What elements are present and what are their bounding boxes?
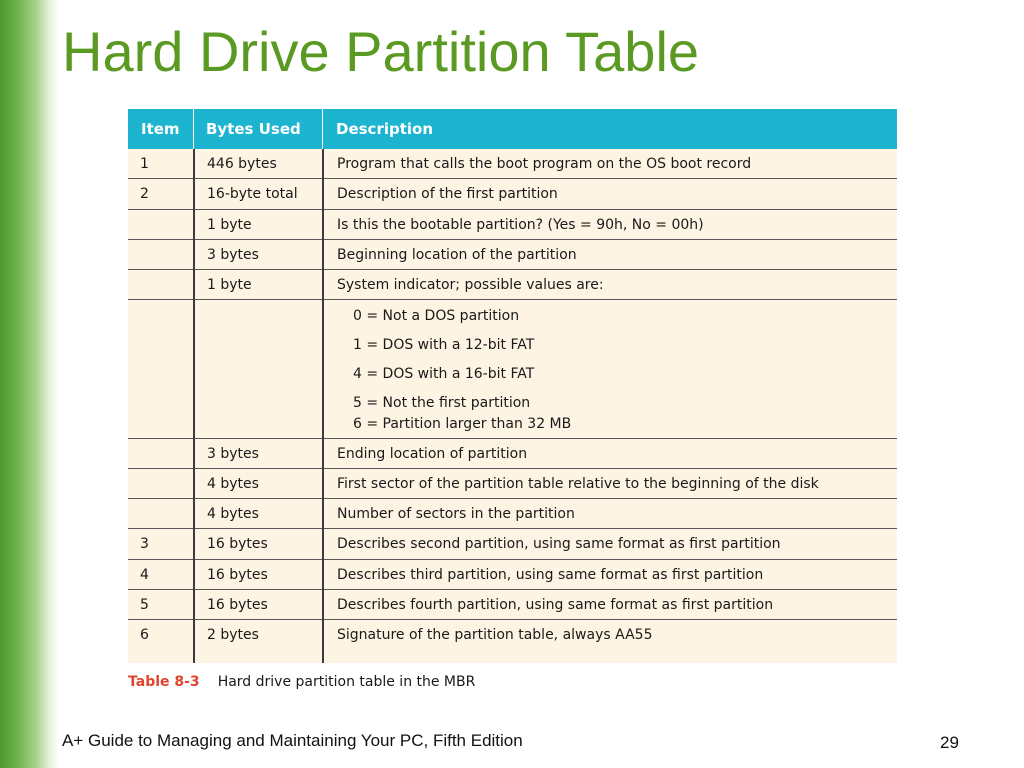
cell-description: Beginning location of the partition: [337, 246, 577, 263]
cell-item: 1: [140, 156, 149, 172]
cell-description: Number of sectors in the partition: [337, 506, 575, 523]
system-indicator-value: 0 = Not a DOS partition: [353, 307, 520, 324]
partition-table: [128, 109, 897, 663]
header-description: Description: [336, 120, 434, 138]
cell-description: Is this the bootable partition? (Yes = 90h, No = 00h): [337, 216, 704, 233]
cell-bytes-used: 3 bytes: [207, 445, 259, 462]
system-indicator-value: 5 = Not the first partition: [353, 394, 531, 411]
cell-bytes-used: 16 bytes: [207, 597, 268, 613]
table-header-row: [128, 109, 897, 149]
cell-bytes-used: 2 bytes: [207, 627, 259, 644]
cell-item: 6: [140, 627, 149, 644]
table-row: [128, 240, 897, 270]
caption-number: Table 8-3: [128, 674, 200, 690]
table-row: [128, 439, 897, 469]
cell-bytes-used: 1 byte: [207, 277, 252, 294]
caption-text: Hard drive partition table in the MBR: [217, 674, 476, 690]
table-row: [128, 560, 897, 590]
cell-item: 5: [140, 597, 149, 613]
cell-description: Describes third partition, using same format as first partition: [337, 566, 764, 583]
system-indicator-value: 1 = DOS with a 12-bit FAT: [353, 336, 535, 353]
cell-description: Ending location of partition: [337, 445, 528, 462]
header-column-divider: [193, 109, 194, 149]
system-indicator-value: 6 = Partition larger than 32 MB: [353, 415, 572, 432]
cell-bytes-used: 16 bytes: [207, 536, 268, 553]
cell-description: Program that calls the boot program on the OS boot record: [337, 156, 752, 172]
cell-description: Description of the first partition: [337, 186, 558, 203]
table-row: [128, 529, 897, 559]
footer-book-title: A+ Guide to Managing and Maintaining Your PC, Fifth Edition: [62, 731, 523, 750]
header-bytes-used: Bytes Used: [206, 120, 301, 138]
table-row: [128, 179, 897, 209]
cell-bytes-used: 3 bytes: [207, 246, 259, 263]
system-indicator-value: 4 = DOS with a 16-bit FAT: [353, 365, 535, 382]
slide-title: Hard Drive Partition Table: [62, 20, 700, 83]
cell-description: First sector of the partition table relative to the beginning of the disk: [337, 475, 819, 492]
column-divider: [322, 149, 324, 663]
cell-bytes-used: 16-byte total: [207, 186, 298, 203]
cell-item: 3: [140, 536, 149, 553]
table-row: [128, 590, 897, 620]
cell-bytes-used: 1 byte: [207, 216, 252, 233]
header-item: Item: [141, 120, 180, 138]
table-row: [128, 499, 897, 529]
table-row: [128, 301, 897, 439]
header-column-divider: [322, 109, 323, 149]
cell-bytes-used: 4 bytes: [207, 506, 259, 523]
table-row: [128, 270, 897, 300]
cell-description: Describes second partition, using same format as first partition: [337, 536, 781, 553]
table-row: [128, 149, 897, 179]
cell-bytes-used: 4 bytes: [207, 475, 259, 492]
page-number: 29: [940, 733, 959, 752]
table-row: [128, 620, 897, 650]
column-divider: [193, 149, 195, 663]
cell-item: 4: [140, 566, 149, 583]
cell-bytes-used: 16 bytes: [207, 566, 268, 583]
table-caption: [128, 674, 475, 690]
cell-item: 2: [140, 186, 149, 203]
table-row: [128, 469, 897, 499]
cell-description: Describes fourth partition, using same format as first partition: [337, 597, 774, 613]
cell-bytes-used: 446 bytes: [207, 156, 277, 172]
cell-description: System indicator; possible values are:: [337, 277, 604, 294]
table-row: [128, 210, 897, 240]
cell-description: Signature of the partition table, always AA55: [337, 627, 653, 644]
green-gradient-sidebar: [0, 0, 58, 768]
